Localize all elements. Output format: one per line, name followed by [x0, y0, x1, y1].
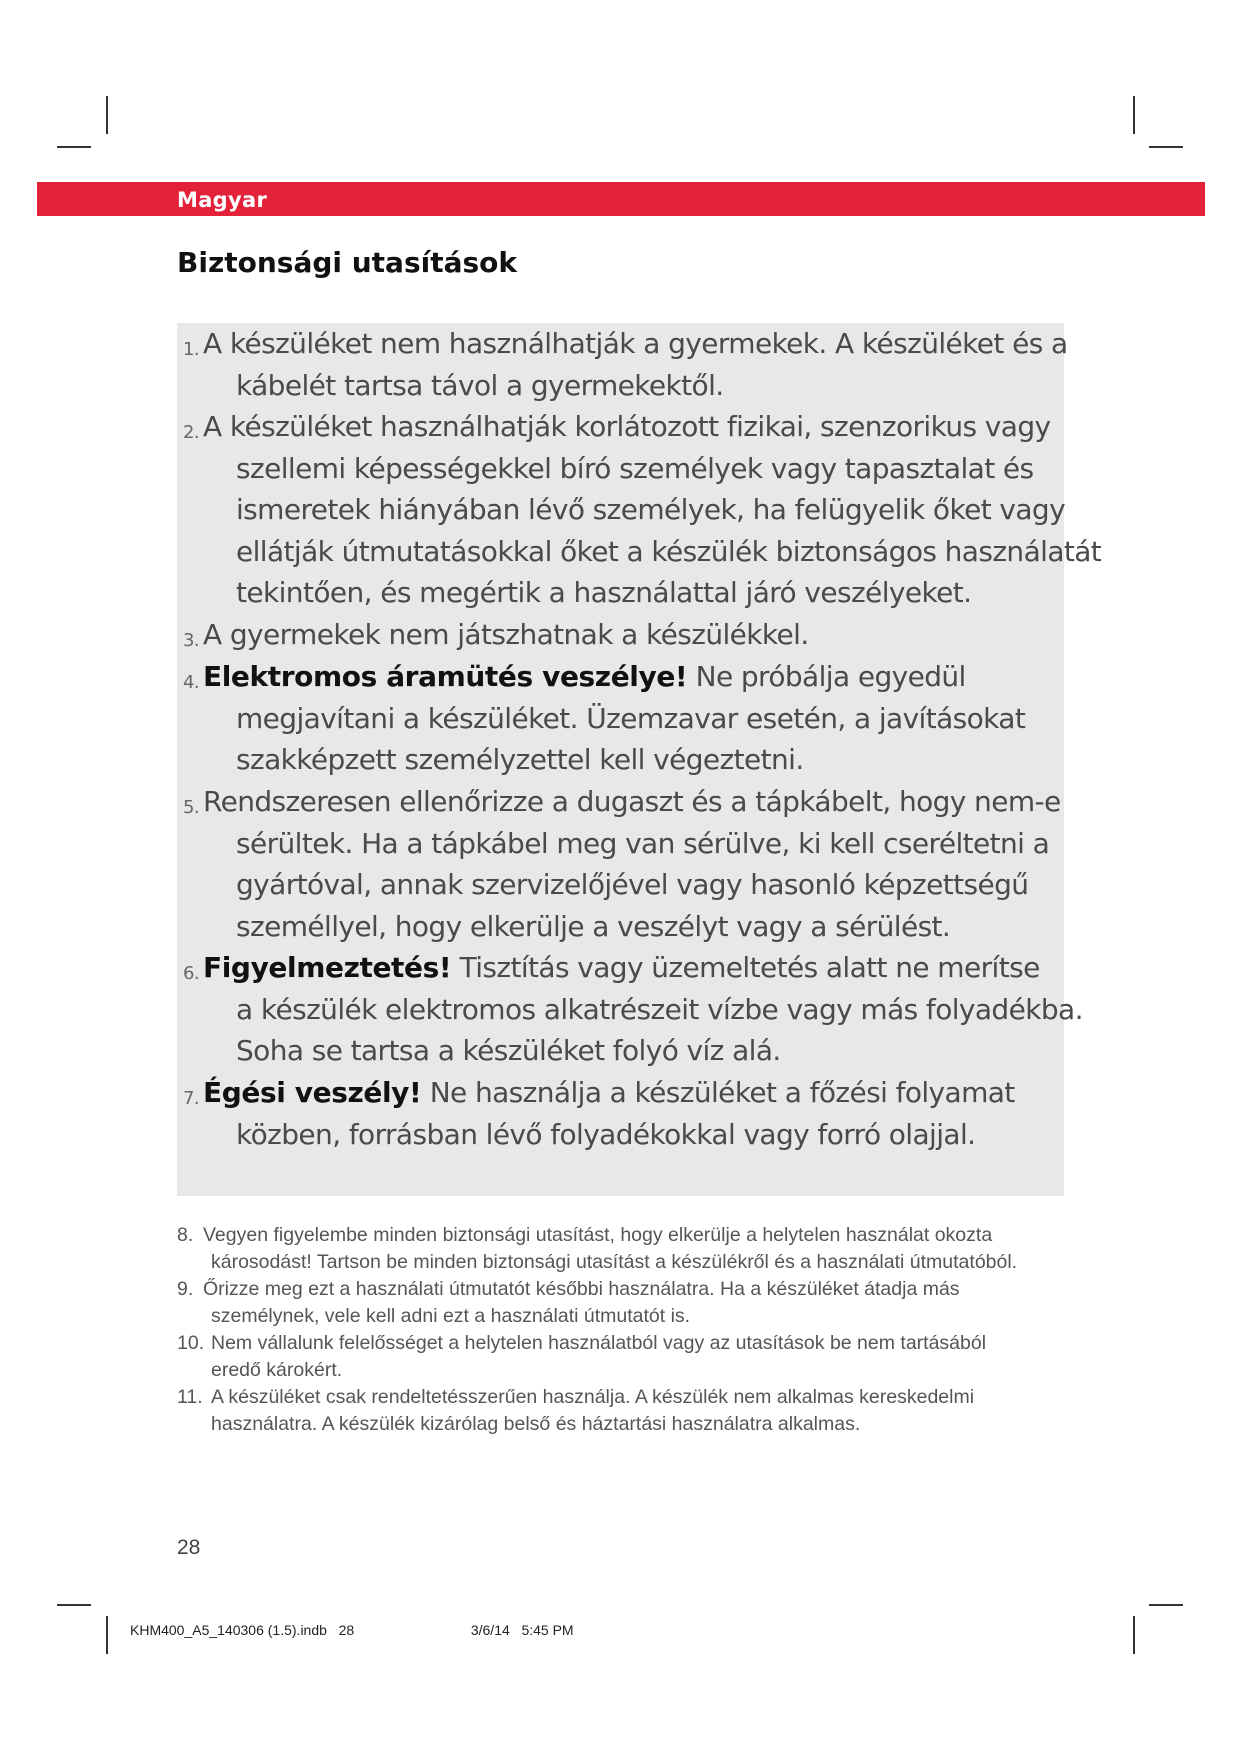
item-text: a készülék elektromos alkatrészeit vízbe vagy más folyadékba. [236, 992, 1083, 1026]
page-number: 28 [177, 1536, 201, 1559]
item-text: A gyermekek nem játszhatnak a készülékkel. [203, 618, 809, 651]
list-item [177, 1072, 1067, 1155]
list-item [177, 406, 1102, 614]
item-text: sérültek. Ha a tápkábel meg van sérülve, ki kell cseréltetni a [236, 826, 1050, 860]
warning-heading: Égési veszély! [203, 1076, 422, 1109]
item-number: 8. [177, 1224, 194, 1246]
language-label: Magyar [177, 188, 268, 212]
item-text: személynek, vele kell adni ezt a használati útmutatót is. [211, 1305, 691, 1327]
item-number: 7. [183, 1088, 199, 1109]
crop-mark [1149, 1604, 1183, 1606]
item-text: megjavítani a készüléket. Üzemzavar esetén, a javításokat [236, 701, 1026, 735]
item-text: Ne használja a készüléket a főzési folyamat [421, 1076, 1015, 1109]
list-item [177, 1222, 1077, 1276]
crop-mark [106, 1616, 108, 1654]
list-item [177, 947, 1083, 1072]
item-number: 5. [183, 797, 199, 818]
list-item [177, 614, 1067, 656]
item-text: ellátják útmutatásokkal őket a készülék biztonságos használatát [236, 534, 1102, 568]
item-text: ismeretek hiányában lévő személyek, ha felügyelik őket vagy [236, 493, 1066, 527]
list-item [177, 1384, 1077, 1438]
list-item [177, 1330, 1077, 1384]
item-number: 3. [183, 630, 199, 651]
list-item [177, 323, 1067, 406]
item-text: kábelét tartsa távol a gyermekektől. [236, 368, 724, 402]
warning-heading: Figyelmeztetés! [203, 951, 452, 984]
item-text: eredő károkért. [211, 1359, 343, 1381]
item-text: A készüléket nem használhatják a gyermekek. A készüléket és a [203, 327, 1068, 360]
item-text: tekintően, és megértik a használattal járó veszélyeket. [236, 576, 972, 610]
warning-heading: Elektromos áramütés veszélye! [203, 660, 688, 693]
item-text: Ne próbálja egyedül [687, 660, 966, 693]
item-text: gyártóval, annak szervizelőjével vagy hasonló képzettségű [236, 868, 1029, 902]
item-text: Tisztítás vagy üzemeltetés alatt ne merítse [451, 951, 1040, 984]
item-text: személlyel, hogy elkerülje a veszélyt vagy a sérülést. [236, 909, 951, 943]
language-bar [37, 182, 1205, 216]
crop-mark [1149, 146, 1183, 148]
item-number: 6. [183, 963, 199, 984]
print-slug: KHM400_A5_140306 (1.5).indb 28 3/6/14 5:45 PM [130, 1622, 574, 1638]
item-text: károsodást! Tartson be minden biztonsági utasítást a készülékről és a használati útmutatóból. [211, 1251, 1018, 1273]
item-number: 4. [183, 672, 199, 693]
item-text: A készüléket használhatják korlátozott fizikai, szenzorikus vagy [203, 410, 1051, 443]
item-text: Rendszeresen ellenőrizze a dugaszt és a tápkábelt, hogy nem-e [203, 785, 1061, 818]
item-text: használatra. A készülék kizárólag belső és háztartási használatra alkalmas. [211, 1413, 861, 1435]
item-text: szellemi képességekkel bíró személyek vagy tapasztalat és [236, 451, 1034, 485]
highlighted-warnings-box [177, 323, 1102, 1196]
item-text: A készüléket csak rendeltetésszerűen használja. A készülék nem alkalmas kereskedelmi [211, 1386, 975, 1408]
list-item [177, 781, 1067, 947]
item-text: Őrizze meg ezt a használati útmutatót későbbi használatra. Ha a készüléket átadja más [203, 1278, 960, 1300]
item-text: Nem vállalunk felelősséget a helytelen használatból vagy az utasítások be nem tartásából [211, 1332, 987, 1354]
crop-mark [1133, 1616, 1135, 1654]
item-text: Vegyen figyelembe minden biztonsági utasítást, hogy elkerülje a helytelen használat okozta [203, 1224, 993, 1246]
item-number: 10. [177, 1332, 205, 1354]
crop-mark [106, 96, 108, 134]
item-number: 1. [183, 339, 199, 360]
list-item [177, 1276, 1077, 1330]
crop-mark [57, 146, 91, 148]
page-title: Biztonsági utasítások [177, 246, 518, 279]
crop-mark [57, 1604, 91, 1606]
item-number: 9. [177, 1278, 194, 1300]
item-number: 11. [177, 1386, 203, 1408]
item-number: 2. [183, 422, 199, 443]
item-text: szakképzett személyzettel kell végeztetni. [236, 743, 804, 777]
crop-mark [1133, 96, 1135, 134]
item-text: Soha se tartsa a készüléket folyó víz alá. [236, 1034, 781, 1068]
item-text: közben, forrásban lévő folyadékokkal vagy forró olajjal. [236, 1117, 976, 1151]
list-item [177, 656, 1067, 781]
